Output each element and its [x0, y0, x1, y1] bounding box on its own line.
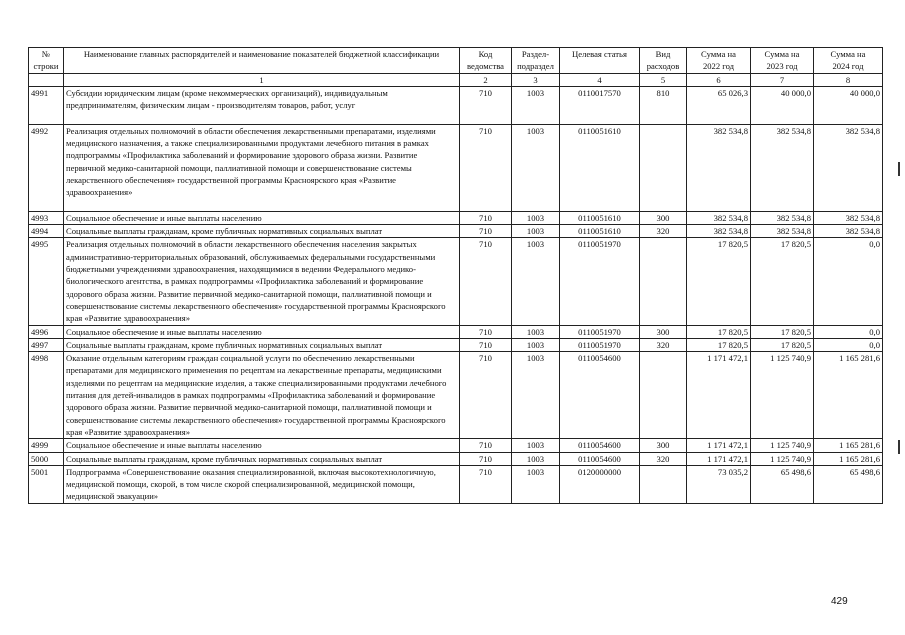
- row-dept-code: 710: [460, 124, 512, 211]
- row-target: 0110051970: [560, 338, 640, 351]
- row-sum-2023: 1 125 740,9: [751, 439, 814, 452]
- row-exp-type: 320: [640, 452, 687, 465]
- row-sum-2024: 1 165 281,6: [814, 452, 883, 465]
- row-sum-2022: 382 534,8: [687, 124, 751, 211]
- header-sum-2024: Сумма на 2024 год: [814, 48, 883, 74]
- header-dept-code: Код ведомства: [460, 48, 512, 74]
- row-dept-code: 710: [460, 325, 512, 338]
- row-exp-type: 300: [640, 211, 687, 224]
- table-row: [29, 238, 883, 325]
- scan-edge-mark: [898, 162, 900, 176]
- row-section: 1003: [512, 439, 560, 452]
- row-section: 1003: [512, 338, 560, 351]
- row-dept-code: 710: [460, 439, 512, 452]
- row-name: Оказание отдельным категориям граждан социальной услуги по обеспечению лекарственными препаратами для медицинского применения по рецептам на лекарственные препараты, медицинскими изделиями по рецептам на медицинские изделия, а также специализированными продуктами лечебного питания для детей-инвалидов в рамках подпрограммы «Профилактика заболеваний и формирование здорового образа жизни. Развитие первичной медико-санитарной помощи, паллиативной помощи и совершенствование системы лекарственного обеспечения» государственной программы Красноярского края «Развитие здравоохранения»: [64, 352, 460, 439]
- row-dept-code: 710: [460, 452, 512, 465]
- column-number: [29, 73, 64, 86]
- row-sum-2024: 1 165 281,6: [814, 352, 883, 439]
- row-target: 0120000000: [560, 465, 640, 503]
- table-body: [29, 86, 883, 503]
- scan-edge-mark: [898, 440, 900, 454]
- column-number: 5: [640, 73, 687, 86]
- header-row-no: № строки: [29, 48, 64, 74]
- row-number: 4992: [29, 124, 64, 211]
- row-dept-code: 710: [460, 465, 512, 503]
- row-number: 5000: [29, 452, 64, 465]
- row-sum-2022: 17 820,5: [687, 325, 751, 338]
- row-section: 1003: [512, 452, 560, 465]
- row-name: Подпрограмма «Совершенствование оказания специализированной, включая высокотехнологичную, медицинской помощи, скорой, в том числе скорой специализированной, медицинской помощи, медицинской эвакуации»: [64, 465, 460, 503]
- row-sum-2023: 1 125 740,9: [751, 452, 814, 465]
- row-section: 1003: [512, 465, 560, 503]
- table-row: [29, 225, 883, 238]
- row-name: Реализация отдельных полномочий в области лекарственного обеспечения населения закрытых административно-территориальных образований, обслуживаемых федеральными государственными бюджетными учреждениями здравоохранения, находящимися в ведении Федерального медико-биологического агентства, в рамках подпрограммы «Профилактика заболеваний и формирование здорового образа жизни. Развитие первичной медико-санитарной помощи, паллиативной помощи и совершенствование системы лекарственного обеспечения» государственной программы Красноярского края «Развитие здравоохранения»: [64, 238, 460, 325]
- row-name: Социальное обеспечение и иные выплаты населению: [64, 211, 460, 224]
- row-target: 0110017570: [560, 86, 640, 124]
- budget-table: [28, 47, 883, 504]
- row-sum-2023: 17 820,5: [751, 238, 814, 325]
- row-exp-type: 300: [640, 439, 687, 452]
- row-sum-2023: 382 534,8: [751, 124, 814, 211]
- row-sum-2022: 17 820,5: [687, 238, 751, 325]
- row-exp-type: [640, 352, 687, 439]
- row-sum-2023: 382 534,8: [751, 211, 814, 224]
- table-row: [29, 325, 883, 338]
- budget-page: [28, 47, 883, 504]
- row-name: Реализация отдельных полномочий в области обеспечения лекарственными препаратами, изделиями медицинского назначения, а также специализированными продуктами лечебного питания в рамках подпрограммы «Профилактика заболеваний и формирование здорового образа жизни. Развитие первичной медико-санитарной помощи, паллиативной помощи и совершенствование системы лекарственного обеспечения» государственной программы Красноярского края «Развитие здравоохранения»: [64, 124, 460, 211]
- row-target: 0110051610: [560, 211, 640, 224]
- row-sum-2024: 0,0: [814, 238, 883, 325]
- row-number: 5001: [29, 465, 64, 503]
- page-number: 429: [831, 596, 848, 607]
- row-sum-2022: 65 026,3: [687, 86, 751, 124]
- row-section: 1003: [512, 325, 560, 338]
- row-target: 0110051970: [560, 238, 640, 325]
- header-sum-2023: Сумма на 2023 год: [751, 48, 814, 74]
- row-target: 0110051970: [560, 325, 640, 338]
- row-number: 4995: [29, 238, 64, 325]
- column-number: 7: [751, 73, 814, 86]
- row-dept-code: 710: [460, 86, 512, 124]
- table-row: [29, 352, 883, 439]
- row-section: 1003: [512, 225, 560, 238]
- row-sum-2022: 73 035,2: [687, 465, 751, 503]
- column-number: 8: [814, 73, 883, 86]
- table-row: [29, 439, 883, 452]
- row-number: 4997: [29, 338, 64, 351]
- header-target: Целевая статья: [560, 48, 640, 74]
- row-sum-2024: 40 000,0: [814, 86, 883, 124]
- row-section: 1003: [512, 86, 560, 124]
- row-section: 1003: [512, 211, 560, 224]
- table-row: [29, 465, 883, 503]
- column-number: 6: [687, 73, 751, 86]
- table-row: [29, 211, 883, 224]
- row-sum-2022: 1 171 472,1: [687, 352, 751, 439]
- row-number: 4991: [29, 86, 64, 124]
- row-dept-code: 710: [460, 238, 512, 325]
- row-exp-type: 320: [640, 225, 687, 238]
- row-sum-2024: 382 534,8: [814, 211, 883, 224]
- row-sum-2022: 382 534,8: [687, 211, 751, 224]
- row-target: 0110051610: [560, 124, 640, 211]
- row-name: Социальные выплаты гражданам, кроме публичных нормативных социальных выплат: [64, 225, 460, 238]
- row-sum-2024: 0,0: [814, 338, 883, 351]
- row-exp-type: [640, 465, 687, 503]
- row-section: 1003: [512, 352, 560, 439]
- row-sum-2022: 382 534,8: [687, 225, 751, 238]
- row-sum-2023: 17 820,5: [751, 338, 814, 351]
- row-sum-2022: 1 171 472,1: [687, 439, 751, 452]
- row-number: 4998: [29, 352, 64, 439]
- row-sum-2024: 1 165 281,6: [814, 439, 883, 452]
- column-number: 4: [560, 73, 640, 86]
- column-number: 2: [460, 73, 512, 86]
- row-sum-2023: 382 534,8: [751, 225, 814, 238]
- row-dept-code: 710: [460, 225, 512, 238]
- row-dept-code: 710: [460, 211, 512, 224]
- header-exp-type: Вид расходов: [640, 48, 687, 74]
- header-sum-2022: Сумма на 2022 год: [687, 48, 751, 74]
- column-number: 3: [512, 73, 560, 86]
- header-row: [29, 48, 883, 74]
- row-name: Социальное обеспечение и иные выплаты населению: [64, 325, 460, 338]
- row-exp-type: 300: [640, 325, 687, 338]
- row-sum-2024: 0,0: [814, 325, 883, 338]
- row-section: 1003: [512, 238, 560, 325]
- row-target: 0110051610: [560, 225, 640, 238]
- table-row: [29, 452, 883, 465]
- row-name: Субсидии юридическим лицам (кроме некоммерческих организаций), индивидуальным предпринимателям, физическим лицам - производителям товаров, работ, услуг: [64, 86, 460, 124]
- row-number: 4999: [29, 439, 64, 452]
- row-sum-2024: 65 498,6: [814, 465, 883, 503]
- row-sum-2023: 40 000,0: [751, 86, 814, 124]
- row-exp-type: 320: [640, 338, 687, 351]
- row-name: Социальные выплаты гражданам, кроме публичных нормативных социальных выплат: [64, 452, 460, 465]
- row-target: 0110054600: [560, 439, 640, 452]
- column-number-row: [29, 73, 883, 86]
- table-row: [29, 338, 883, 351]
- row-name: Социальное обеспечение и иные выплаты населению: [64, 439, 460, 452]
- row-dept-code: 710: [460, 352, 512, 439]
- header-name: Наименование главных распорядителей и наименование показателей бюджетной классификации: [64, 48, 460, 74]
- row-sum-2023: 65 498,6: [751, 465, 814, 503]
- row-sum-2024: 382 534,8: [814, 225, 883, 238]
- row-sum-2024: 382 534,8: [814, 124, 883, 211]
- row-name: Социальные выплаты гражданам, кроме публичных нормативных социальных выплат: [64, 338, 460, 351]
- row-section: 1003: [512, 124, 560, 211]
- row-sum-2022: 17 820,5: [687, 338, 751, 351]
- row-target: 0110054600: [560, 452, 640, 465]
- row-number: 4993: [29, 211, 64, 224]
- column-number: 1: [64, 73, 460, 86]
- table-row: [29, 124, 883, 211]
- row-sum-2022: 1 171 472,1: [687, 452, 751, 465]
- row-target: 0110054600: [560, 352, 640, 439]
- row-exp-type: [640, 238, 687, 325]
- header-section: Раздел- подраздел: [512, 48, 560, 74]
- row-exp-type: [640, 124, 687, 211]
- row-number: 4996: [29, 325, 64, 338]
- row-sum-2023: 1 125 740,9: [751, 352, 814, 439]
- row-exp-type: 810: [640, 86, 687, 124]
- row-number: 4994: [29, 225, 64, 238]
- table-row: [29, 86, 883, 124]
- row-sum-2023: 17 820,5: [751, 325, 814, 338]
- row-dept-code: 710: [460, 338, 512, 351]
